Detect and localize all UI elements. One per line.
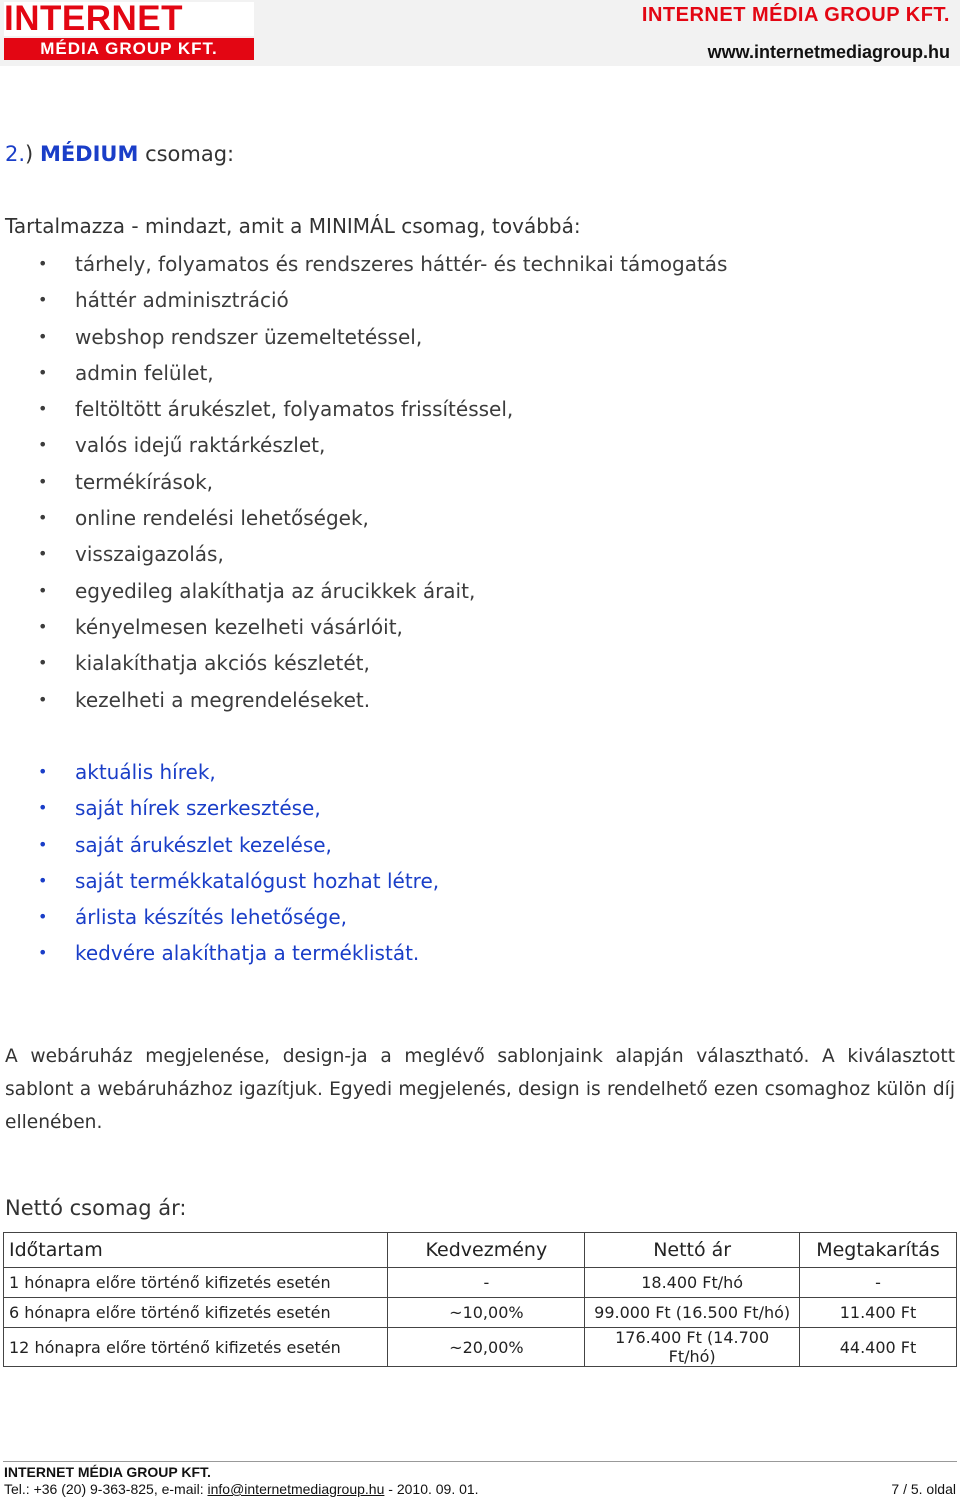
footer-phone: Tel.: +36 (20) 9-363-825, e-mail: [4, 1481, 204, 1497]
feature-list [0, 246, 727, 718]
table-cell: ~20,00% [388, 1328, 585, 1367]
list-item: • aktuális hírek, [0, 754, 439, 790]
list-item: • saját árukészlet kezelése, [0, 827, 439, 863]
list-item: • termékírások, [0, 464, 727, 500]
column-header: Nettó ár [585, 1233, 800, 1268]
table-cell: 11.400 Ft [800, 1298, 957, 1328]
footer-divider [3, 1461, 957, 1462]
package-name: MÉDIUM [39, 142, 139, 166]
footer-contact [4, 1481, 479, 1497]
table-cell: 6 hónapra előre történő kifizetés esetén [4, 1298, 388, 1328]
section-number: 2. [5, 142, 26, 166]
intro-text: Tartalmazza - mindazt, amit a MINIMÁL csomag, továbbá: [5, 214, 581, 238]
table-cell: 12 hónapra előre történő kifizetés esetén [4, 1328, 388, 1367]
column-header: Megtakarítás [800, 1233, 957, 1268]
extras-list [0, 754, 439, 972]
list-item: • online rendelési lehetőségek, [0, 500, 727, 536]
list-item: • webshop rendszer üzemeltetéssel, [0, 319, 727, 355]
header-company-name: INTERNET MÉDIA GROUP KFT. [641, 4, 950, 26]
list-item: • árlista készítés lehetősége, [0, 899, 439, 935]
list-item: • valós idejű raktárkészlet, [0, 427, 727, 463]
logo-wordmark: INTERNET [4, 2, 254, 36]
list-item: • kényelmesen kezelheti vásárlóit, [0, 609, 727, 645]
price-table [3, 1232, 957, 1367]
list-item: • kialakíthatja akciós készletét, [0, 645, 727, 681]
section-title [5, 142, 234, 166]
table-row [4, 1298, 957, 1328]
footer-email-link[interactable]: info@internetmediagroup.hu [207, 1481, 385, 1497]
list-item: • saját termékkatalógust hozhat létre, [0, 863, 439, 899]
table-cell: - [388, 1268, 585, 1298]
company-logo [4, 2, 254, 60]
price-title: Nettó csomag ár: [5, 1196, 187, 1220]
list-item: • háttér adminisztráció [0, 282, 727, 318]
footer-date: - 2010. 09. 01. [388, 1481, 479, 1497]
column-header: Időtartam [4, 1233, 388, 1268]
list-item: • kezelheti a megrendeléseket. [0, 682, 727, 718]
table-header-row [4, 1233, 957, 1268]
section-paren: ) [25, 142, 34, 166]
list-item: • admin felület, [0, 355, 727, 391]
table-cell: 18.400 Ft/hó [585, 1268, 800, 1298]
list-item: • feltöltött árukészlet, folyamatos frissítéssel, [0, 391, 727, 427]
list-item: • kedvére alakíthatja a terméklistát. [0, 935, 439, 971]
header-website[interactable]: www.internetmediagroup.hu [707, 42, 950, 62]
table-cell: 1 hónapra előre történő kifizetés esetén [4, 1268, 388, 1298]
list-item: • tárhely, folyamatos és rendszeres háttér- és technikai támogatás [0, 246, 727, 282]
footer-company-name: INTERNET MÉDIA GROUP KFT. [4, 1464, 211, 1480]
section-suffix: csomag: [145, 142, 235, 166]
table-cell: ~10,00% [388, 1298, 585, 1328]
list-item: • saját hírek szerkesztése, [0, 790, 439, 826]
table-row [4, 1268, 957, 1298]
column-header: Kedvezmény [388, 1233, 585, 1268]
table-row [4, 1328, 957, 1367]
design-paragraph: A webáruház megjelenése, design-ja a meglévő sablonjaink alapján választható. A kiválasztott sablont a webáruházhoz igazítjuk. Egyedi megjelenés, design is rendelhető ezen csomaghoz külön díj ellenében. [5, 1046, 955, 1133]
page-header [0, 0, 960, 66]
list-item: • visszaigazolás, [0, 536, 727, 572]
list-item: • egyedileg alakíthatja az árucikkek árait, [0, 573, 727, 609]
table-cell: 99.000 Ft (16.500 Ft/hó) [585, 1298, 800, 1328]
table-cell: 176.400 Ft (14.700 Ft/hó) [585, 1328, 800, 1367]
table-cell: - [800, 1268, 957, 1298]
footer-page-number: 7 / 5. oldal [891, 1481, 956, 1497]
table-cell: 44.400 Ft [800, 1328, 957, 1367]
logo-subtitle: MÉDIA GROUP KFT. [4, 38, 254, 60]
